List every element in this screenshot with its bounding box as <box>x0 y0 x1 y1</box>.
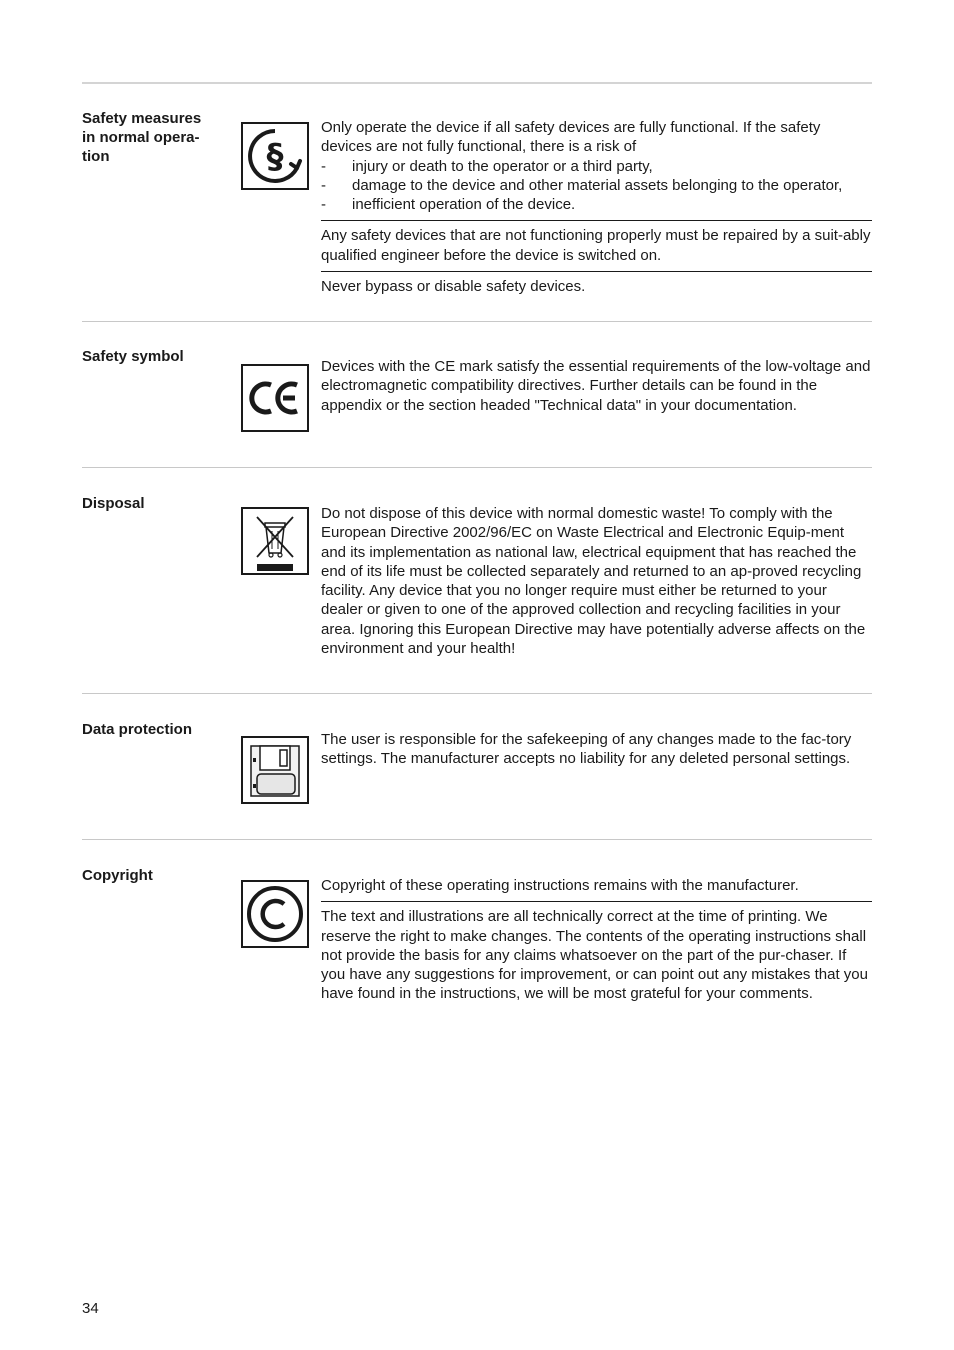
paragraph-section-icon <box>241 122 309 190</box>
section-divider <box>82 467 872 468</box>
section-divider <box>82 693 872 694</box>
section-heading: Safety measures in normal opera- tion <box>82 110 202 165</box>
ce-paragraph: Devices with the CE mark satisfy the essential requirements of the low-voltage and electromagnetic compatibility directives. Further details can be found in the appendix or the section headed "Technical data" in your documentation. <box>321 358 871 414</box>
disclaimer-paragraph: The text and illustrations are all technically correct at the time of printing. We reserve the right to make changes. The contents of the operating instructions shall not provide the basis for any claims whatsoever on the part of the pur-chaser. If you have any suggestions for improvement, or can point out any mistakes that you have found in the instructions, we will be most grateful for your comments. <box>321 901 872 1007</box>
section-body <box>321 118 872 300</box>
risk-list <box>321 157 872 219</box>
intro-paragraph: Only operate the device if all safety devices are fully functional. If the safety devices are not fully functional, there is a risk of <box>321 119 821 156</box>
section-body <box>321 876 872 1008</box>
section-heading: Safety symbol <box>82 348 184 365</box>
page-number: 34 <box>82 1300 99 1317</box>
section-divider <box>82 839 872 840</box>
section-body <box>321 730 872 773</box>
disposal-paragraph: Do not dispose of this device with normal domestic waste! To comply with the European Directive 2002/96/EC on Waste Electrical and Electronic Equip-ment and its implementation as national law, electrical equipment that has reached the end of its life must be collected separately and returned to an ap-proved recycling facility. Any device that you no longer require must either be returned to your dealer or given to one of the approved collection and recycling facilities in your area. Ignoring this European Directive may have potentially adverse affects on the environment and your health! <box>321 505 866 658</box>
section-heading: Disposal <box>82 495 145 512</box>
repair-paragraph: Any safety devices that are not functioning properly must be repaired by a suit-ably qualified engineer before the device is switched on. <box>321 220 872 269</box>
crossed-bin-icon <box>241 507 309 575</box>
data-protection-paragraph: The user is responsible for the safekeeping of any changes made to the fac-tory settings. The manufacturer accepts no liability for any deleted personal settings. <box>321 731 852 768</box>
copyright-paragraph: Copyright of these operating instructions remains with the manufacturer. <box>321 877 799 894</box>
list-item: - injury or death to the operator or a third party, <box>321 157 872 176</box>
list-item: - inefficient operation of the device. <box>321 195 872 214</box>
section-divider <box>82 321 872 322</box>
copyright-icon <box>241 880 309 948</box>
section-heading: Copyright <box>82 867 153 884</box>
section-heading: Data protection <box>82 721 193 738</box>
section-body <box>321 504 872 662</box>
list-item: - damage to the device and other material assets belonging to the operator, <box>321 176 872 195</box>
section-body <box>321 357 872 419</box>
top-rule <box>82 82 872 84</box>
svg-text:§: § <box>266 137 284 177</box>
bypass-paragraph: Never bypass or disable safety devices. <box>321 271 872 300</box>
ce-mark-icon <box>241 364 309 432</box>
floppy-disk-icon <box>241 736 309 804</box>
